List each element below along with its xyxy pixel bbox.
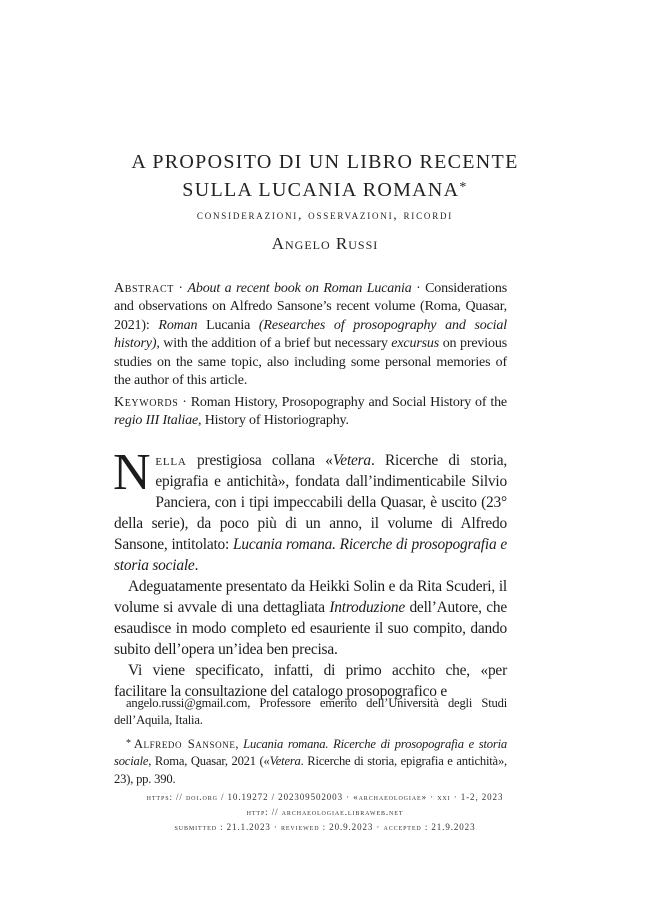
footnote-author: Alfredo Sansone — [133, 736, 236, 751]
abstract-book-c: (Researches of prosopography and social history) — [114, 317, 507, 352]
footnote-affiliation: angelo.russi@gmail.com, Professore emerito dell’Università degli Studi dell’Aquila, Italia. — [114, 696, 507, 728]
p1-vetera: Vetera — [332, 452, 371, 469]
footnote-sep: , — [235, 736, 244, 751]
title-line-2 — [0, 175, 650, 203]
footnote-star — [114, 735, 507, 788]
title-line-1: A PROPOSITO DI UN LIBRO RECENTE — [131, 151, 519, 173]
p2-text-a: Adeguatamente presentato da Heikki Solin e da Rita Scuderi, il volume si avvale di una dettagliata — [114, 578, 507, 616]
article-body — [113, 444, 507, 702]
footnote-star-marker: * — [126, 737, 131, 749]
author-name: Angelo Russi — [271, 234, 379, 253]
title-footnote-marker: * — [459, 180, 468, 195]
doi-line: https: // doi.org / 10.19272 / 202309502003 · «archaeologiae» · xxi · 1-2, 2023 — [146, 792, 504, 802]
drop-cap-run: ella — [155, 452, 187, 469]
p1-text-a: prestigiosa collana « — [186, 452, 333, 469]
abstract-label: Abstract — [114, 281, 174, 296]
title-line-2-text: SULLA LUCANIA ROMANA — [182, 179, 460, 201]
journal-url: http: // archaeologiae.libraweb.net — [246, 807, 404, 817]
abstract-text-3: on previous studies on the same topic, also including some personal memories of the author of this article. — [114, 336, 507, 389]
abstract-excursus: excursus — [391, 336, 440, 352]
footnote-book: Lucania romana. Ricerche di prosopografia e storia sociale — [114, 736, 507, 769]
keywords-text-1: · Roman History, Prosopography and Social History of the — [178, 395, 507, 410]
drop-cap: N — [113, 444, 151, 501]
abstract-text-2: , with the addition of a brief but necessary — [156, 336, 392, 352]
submission-dates: submitted : 21.1.2023 · reviewed : 20.9.2023 · accepted : 21.9.2023 — [174, 822, 476, 832]
abstract-sep: · — [173, 281, 188, 296]
body-paragraph-3: Vi viene specificato, infatti, di primo acchito che, «per facilitare la consultazione del catalogo prosopografico e — [114, 662, 507, 700]
abstract-block — [114, 280, 507, 390]
footnote-rest-2: . Ricerche di storia, epigrafia e antichità», 23), pp. 390. — [114, 754, 507, 786]
footnote-rest-1: , Roma, Quasar, 2021 (« — [148, 754, 270, 769]
abstract-english-title: About a recent book on Roman Lucania — [187, 281, 412, 296]
article-title — [0, 150, 650, 203]
body-paragraph-1 — [113, 444, 507, 576]
p2-text-b: dell’Autore, che esaudisce in modo completo ed esauriente il suo compito, dando subito dell’opera un’idea ben precisa. — [114, 599, 507, 658]
keywords-regio: regio III Italiae — [114, 413, 199, 429]
body-paragraph-2 — [114, 576, 507, 660]
p1-text-b: . Ricerche di storia, epigrafia e antichità», fondata dall’indimenticabile Silvio Panciera, con i tipi impeccabili della Quasar, è uscito (23° della serie), da poco più di un anno, il volume di Alfredo Sansone, intitolato: — [114, 452, 507, 553]
abstract-book-a: Roman — [158, 317, 198, 333]
abstract-text-1: · Considerations and observations on Alfredo Sansone’s recent volume (Roma, Quasar, 2021): — [114, 281, 507, 333]
keywords-block — [114, 394, 507, 431]
keywords-label: Keywords — [114, 395, 179, 410]
footnotes — [114, 695, 507, 788]
p1-book-title: Lucania romana. Ricerche di prosopografia e storia sociale — [114, 536, 507, 574]
abstract-book-b: Lucania — [197, 317, 259, 333]
article-subtitle: considerazioni, osservazioni, ricordi — [196, 207, 454, 222]
keywords-text-2: , History of Historiography. — [198, 413, 349, 429]
p1-text-c: . — [194, 557, 199, 574]
p2-introduzione: Introduzione — [329, 599, 406, 616]
footnote-vetera: Vetera — [269, 754, 301, 769]
